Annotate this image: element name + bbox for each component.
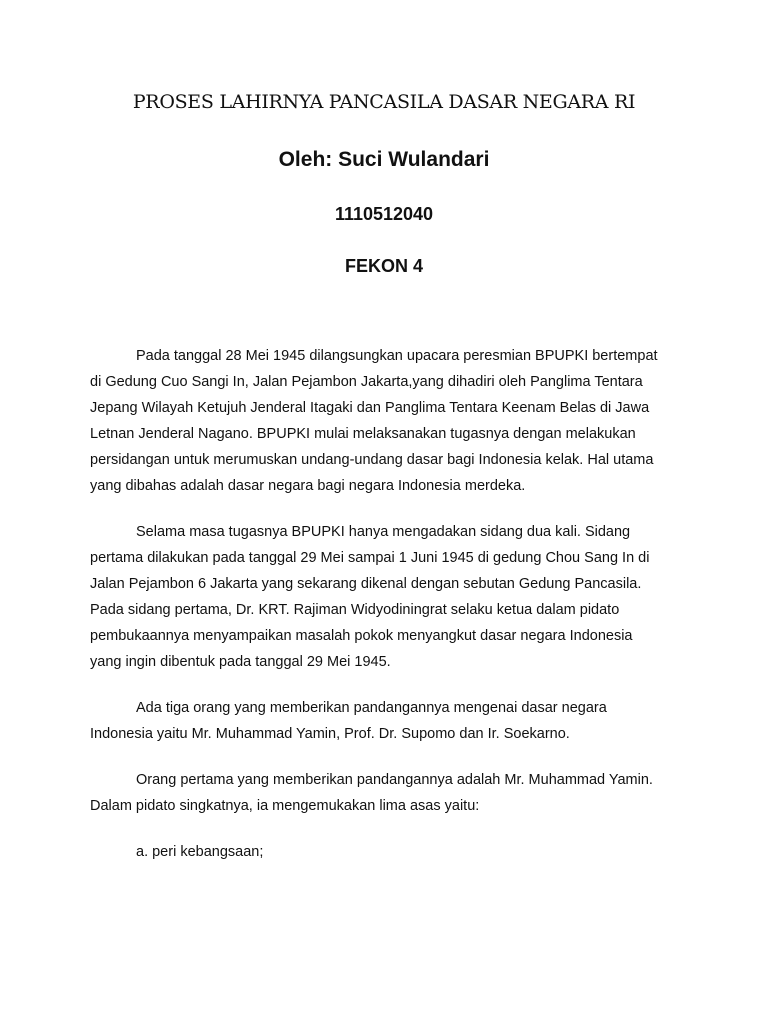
author-line: Oleh: Suci Wulandari bbox=[278, 148, 490, 171]
paragraph-bpupki-inauguration: Pada tanggal 28 Mei 1945 dilangsungkan upacara peresmian BPUPKI bertempat di Gedung Cuo Sangi In, Jalan Pejambon Jakarta,yang dihadiri oleh Panglima Tentara Jepang Wilayah Ketujuh Jenderal Itagaki dan Panglima Tentara Keenam Belas di Jawa Letnan Jenderal Nagano. BPUPKI mulai melaksanakan tugasnya dengan melakukan persidangan untuk merumuskan undang-undang dasar bagi Indonesia kelak. Hal utama yang dibahas adalah dasar negara bagi negara Indonesia merdeka. bbox=[90, 348, 658, 494]
document-body bbox=[90, 343, 690, 865]
list-item-peri-kebangsaan: a. peri kebangsaan; bbox=[136, 844, 264, 860]
paragraph-first-session: Selama masa tugasnya BPUPKI hanya mengadakan sidang dua kali. Sidang pertama dilakukan pada tanggal 29 Mei sampai 1 Juni 1945 di gedung Chou Sang In di Jalan Pejambon 6 Jakarta yang sekarang dikenal dengan sebutan Gedung Pancasila. Pada sidang pertama, Dr. KRT. Rajiman Widyodiningrat selaku ketua dalam pidato pembukaannya menyampaikan masalah pokok menyangkut dasar negara Indonesia yang ingin dibentuk pada tanggal 29 Mei 1945. bbox=[90, 524, 650, 670]
paragraph-three-speakers: Ada tiga orang yang memberikan pandangannya mengenai dasar negara Indonesia yaitu Mr. Muhammad Yamin, Prof. Dr. Supomo dan Ir. Soekarno. bbox=[90, 700, 607, 742]
student-id: 1110512040 bbox=[334, 204, 434, 224]
class-label: FEKON 4 bbox=[344, 256, 423, 276]
document-title: PROSES LAHIRNYA PANCASILA DASAR NEGARA RI bbox=[132, 91, 636, 113]
paragraph-yamin-speech: Orang pertama yang memberikan pandangannya adalah Mr. Muhammad Yamin. Dalam pidato singkatnya, ia mengemukakan lima asas yaitu: bbox=[90, 772, 653, 814]
